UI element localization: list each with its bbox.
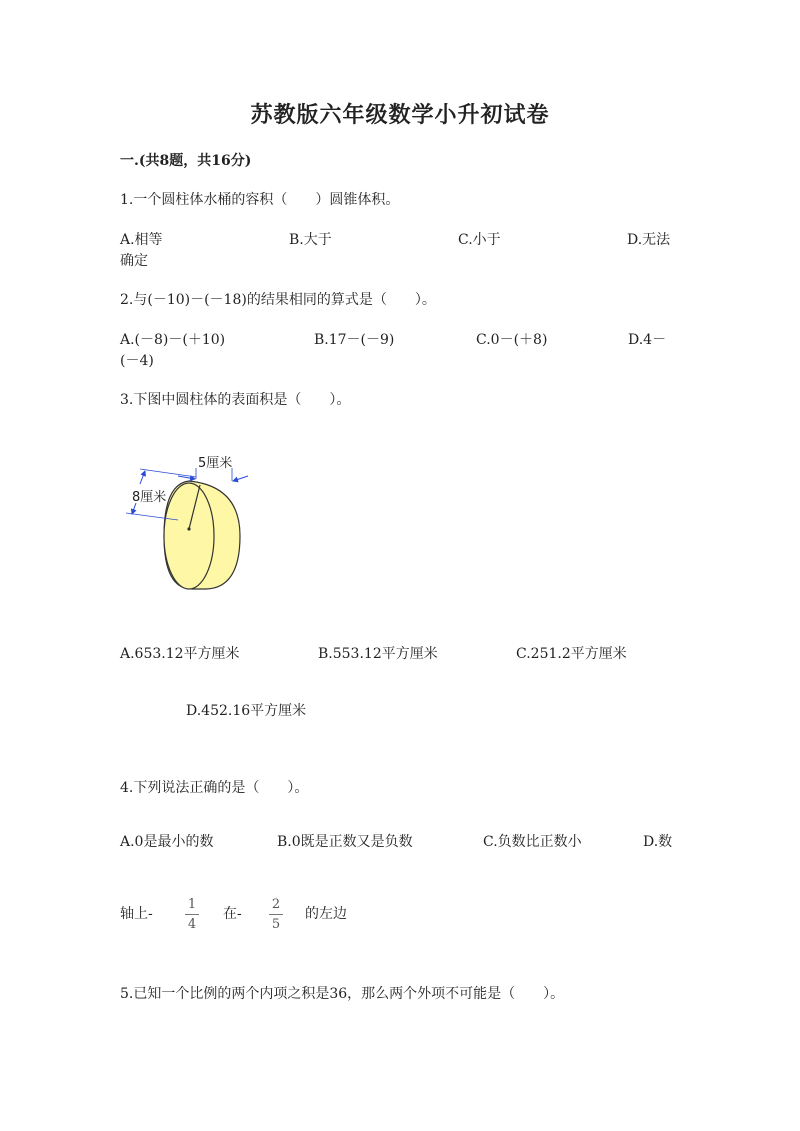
- cylinder-figure: [118, 448, 258, 598]
- option-d-text: 的左边: [305, 906, 347, 922]
- option-a: A.(－8)－(＋10): [120, 332, 226, 348]
- width-arrow-right: [233, 476, 248, 481]
- option-c: C.负数比正数小: [483, 834, 582, 850]
- option-d-continued: 轴上-: [120, 906, 153, 922]
- option-a: A.653.12平方厘米: [120, 646, 240, 662]
- option-c: C.251.2平方厘米: [516, 646, 627, 662]
- fraction-numerator: 2: [271, 897, 281, 912]
- question-stem: 4.下列说法正确的是（ ）。: [120, 780, 309, 796]
- fraction-two-fifths: [269, 897, 283, 932]
- section-heading: 一.(共8题，共16分): [120, 153, 252, 169]
- option-d: D.无法: [627, 232, 671, 248]
- fraction-numerator: 1: [187, 897, 197, 912]
- option-a: A.相等: [120, 232, 163, 248]
- option-a: A.0是最小的数: [120, 834, 214, 850]
- option-c: C.0－(＋8): [476, 332, 548, 348]
- option-d: D.452.16平方厘米: [186, 703, 307, 719]
- cylinder-front-face: [164, 483, 214, 589]
- question-stem: 2.与(－10)－(－18)的结果相同的算式是（ ）。: [120, 292, 436, 308]
- option-b: B.0既是正数又是负数: [277, 834, 413, 850]
- question-stem: 3.下图中圆柱体的表面积是（ ）。: [120, 392, 351, 408]
- center-dot: [187, 527, 190, 530]
- option-b: B.553.12平方厘米: [318, 646, 438, 662]
- diameter-label: 8厘米: [132, 490, 167, 505]
- question-stem: 1.一个圆柱体水桶的容积（ ）圆锥体积。: [120, 192, 400, 208]
- option-d: D.4－: [628, 332, 667, 348]
- fraction-denominator: 4: [187, 917, 197, 932]
- fraction-denominator: 5: [271, 917, 281, 932]
- page-title: 苏教版六年级数学小升初试卷: [250, 102, 550, 128]
- fraction-one-quarter: [185, 897, 199, 932]
- option-d-text: 在-: [223, 906, 242, 922]
- option-d: D.数: [643, 834, 673, 850]
- option-d-continued: 确定: [120, 253, 148, 269]
- option-c: C.小于: [458, 232, 501, 248]
- option-d-continued: (－4): [120, 353, 154, 369]
- option-b: B.大于: [289, 232, 332, 248]
- diameter-arrow-top: [140, 471, 145, 484]
- width-label: 5厘米: [198, 456, 233, 471]
- question-stem: 5.已知一个比例的两个内项之积是36，那么两个外项不可能是（ ）。: [120, 986, 565, 1002]
- option-b: B.17－(－9): [314, 332, 395, 348]
